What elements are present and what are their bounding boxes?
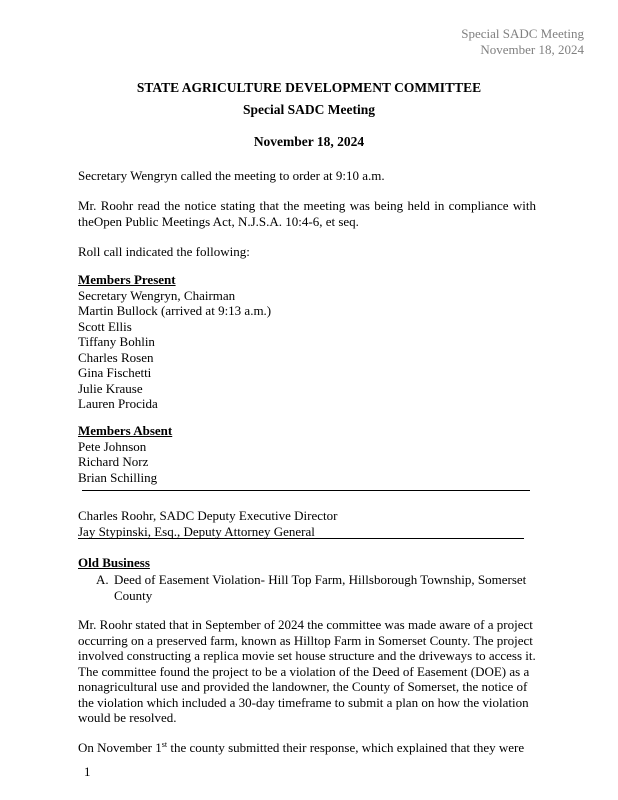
item-text: Deed of Easement Violation- Hill Top Farm, Hillsborough Township, Somerset County xyxy=(114,572,527,603)
member-absent-item: Richard Norz xyxy=(78,454,149,469)
continuation-end: the county submitted their response, which explained that they were xyxy=(167,740,525,755)
member-present-item: Lauren Procida xyxy=(78,396,158,411)
ordinal-suffix: st xyxy=(161,740,168,749)
staff-section xyxy=(78,508,540,539)
continuation-start: On November 1 xyxy=(78,740,162,755)
continuation-paragraph xyxy=(78,740,540,756)
staff-underline xyxy=(78,538,524,539)
staff-item: Charles Roohr, SADC Deputy Executive Director xyxy=(78,508,338,523)
committee-title: STATE AGRICULTURE DEVELOPMENT COMMITTEE xyxy=(136,80,482,95)
member-present-item: Tiffany Bohlin xyxy=(78,334,155,349)
member-present-item: Charles Rosen xyxy=(78,349,154,365)
meeting-title: Special SADC Meeting xyxy=(243,102,375,117)
meeting-date-title: November 18, 2024 xyxy=(253,134,365,149)
roll-call-paragraph: Roll call indicated the following: xyxy=(78,244,250,259)
old-business-heading: Old Business xyxy=(78,555,150,570)
notice-paragraph: Mr. Roohr read the notice stating that the meeting was being held in compliance with theOpen Public Meetings Act, N.J.S.A. 10:4-6, et seq. xyxy=(78,198,536,229)
old-business-item-a xyxy=(96,572,546,603)
old-business-paragraph: Mr. Roohr stated that in September of 2024 the committee was made aware of a project occurring on a preserved farm, known as Hilltop Farm in Somerset County. The project involved constructing a replica movie set house structure and the driveways to access it. The committee found the project to be a violation of the Deed of Easement (DOE) as a nonagricultural use and provided the landowner, the County of Somerset, the notice of the violation which included a 30-day timeframe to submit a plan on how the violation would be resolved. xyxy=(78,617,536,725)
members-absent-heading: Members Absent xyxy=(78,423,173,438)
staff-item: Jay Stypinski, Esq., Deputy Attorney General xyxy=(78,523,315,539)
member-absent-item: Pete Johnson xyxy=(78,438,147,454)
call-to-order-paragraph: Secretary Wengryn called the meeting to order at 9:10 a.m. xyxy=(78,168,385,183)
running-header xyxy=(461,26,584,58)
page-number: 1 xyxy=(84,764,91,779)
members-absent-section xyxy=(78,423,540,485)
members-present-heading: Members Present xyxy=(78,272,176,287)
header-meeting-name: Special SADC Meeting xyxy=(461,26,584,41)
members-present-section xyxy=(78,272,540,412)
member-present-item: Julie Krause xyxy=(78,380,143,396)
member-present-item: Martin Bullock (arrived at 9:13 a.m.) xyxy=(78,303,272,318)
member-present-item: Gina Fischetti xyxy=(78,365,152,380)
header-meeting-date: November 18, 2024 xyxy=(480,42,584,57)
member-absent-item: Brian Schilling xyxy=(78,469,158,485)
item-label: A. xyxy=(96,572,109,587)
member-present-item: Scott Ellis xyxy=(78,318,132,334)
section-divider xyxy=(82,490,530,491)
member-present-item: Secretary Wengryn, Chairman xyxy=(78,287,236,303)
